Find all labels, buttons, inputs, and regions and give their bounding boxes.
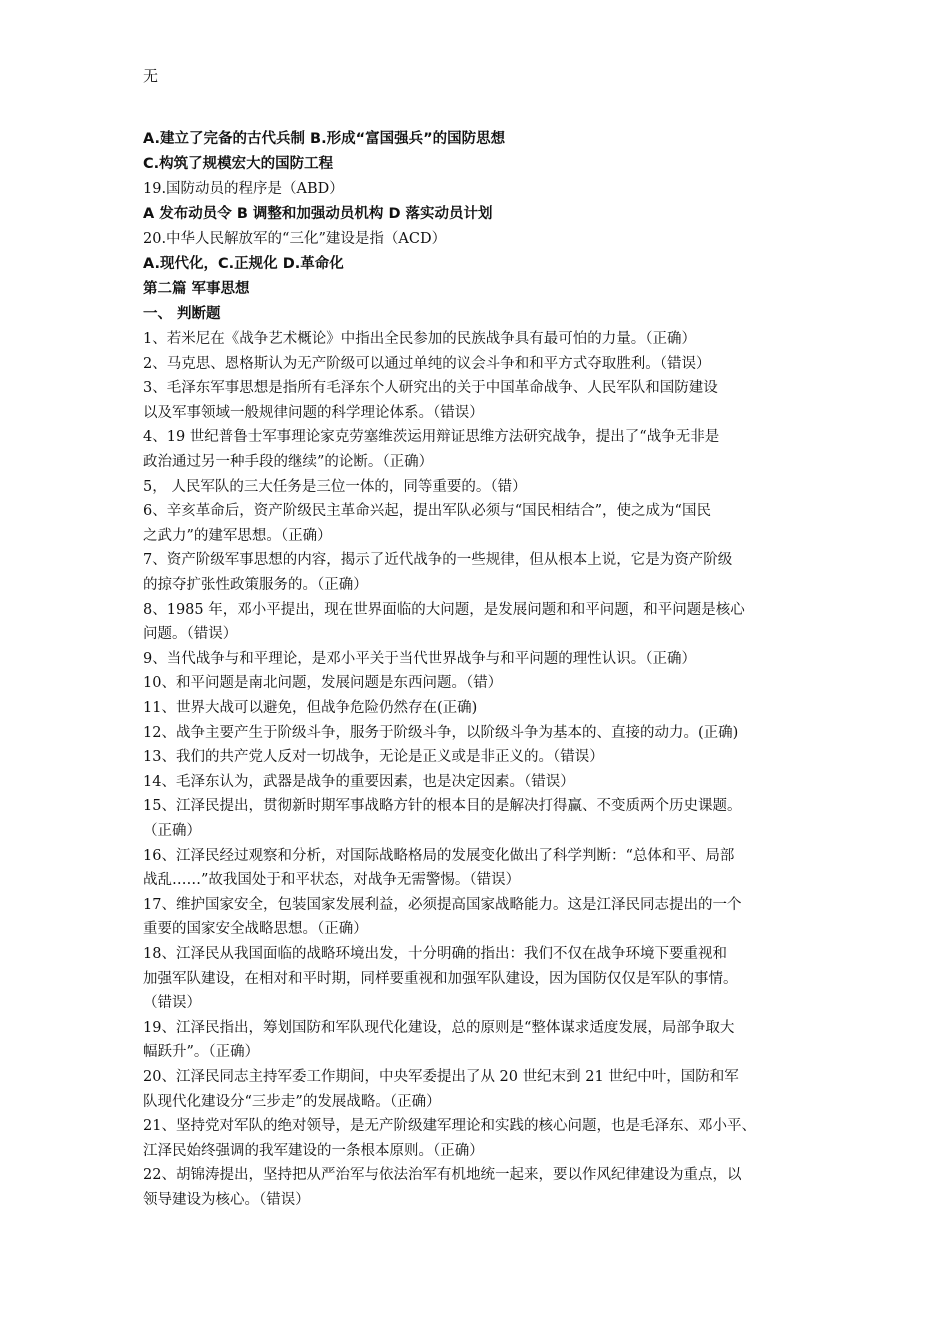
subsection-title: 一、 判断题 [143, 306, 221, 322]
text-line: 加强军队建设，在相对和平时期，同样要重视和加强军队建设，因为国防仅仅是军队的事情。 [143, 970, 738, 987]
text-line: 6、辛亥革命后，资产阶级民主革命兴起，提出军队必须与“国民相结合”，使之成为“国民 [143, 503, 711, 520]
text-line: 16、江泽民经过观察和分析，对国际战略格局的发展变化做出了科学判断：“总体和平、局部 [143, 847, 735, 864]
text-line: 1、若米尼在《战争艺术概论》中指出全民参加的民族战争具有最可怕的力量。（正确） [143, 331, 696, 347]
text-line: 22、胡锦涛提出，坚持把从严治军与依法治军有机地统一起来，要以作风纪律建设为重点，以 [143, 1167, 742, 1184]
text-line: 的掠夺扩张性政策服务的。（正确） [143, 577, 368, 593]
text-line: 11、世界大战可以避免，但战争危险仍然存在(正确) [143, 700, 478, 716]
text-line: 4、19 世纪普鲁士军事理论家克劳塞维茨运用辩证思维方法研究战争，提出了“战争无非是 [143, 429, 720, 446]
text-line: 17、维护国家安全，包装国家发展利益，必须提高国家战略能力。这是江泽民同志提出的一个 [143, 896, 742, 913]
option-line-18a: A.建立了完备的古代兵制 B.形成“富国强兵”的国防思想 [143, 131, 506, 147]
text-line: 14、毛泽东认为，武器是战争的重要因素，也是决定因素。（错误） [143, 773, 575, 790]
options-20: A.现代化，C.正规化 D.革命化 [143, 256, 344, 272]
text-line: 战乱……”故我国处于和平状态，对战争无需警惕。（错误） [143, 872, 521, 889]
text-line: 幅跃升”。（正确） [143, 1044, 260, 1061]
section-title: 第二篇 军事思想 [143, 281, 250, 297]
text-line: 政治通过另一种手段的继续”的论断。（正确） [143, 454, 434, 470]
question-20: 20.中华人民解放军的“三化”建设是指（ACD） [143, 231, 447, 247]
text-line: 12、战争主要产生于阶级斗争，服务于阶级斗争，以阶级斗争为基本的、直接的动力。(正确) [143, 724, 739, 741]
question-19: 19.国防动员的程序是（ABD） [143, 181, 344, 197]
text-line: 18、江泽民从我国面临的战略环境出发，十分明确的指出：我们不仅在战争环境下要重视和 [143, 946, 727, 962]
text-line: 13、我们的共产党人反对一切战争，无论是正义或是非正义的。（错误） [143, 749, 604, 766]
options-19: A 发布动员令 B 调整和加强动员机构 D 落实动员计划 [143, 206, 493, 222]
text-line: 重要的国家安全战略思想。（正确） [143, 921, 368, 938]
option-line-18b: C.构筑了规模宏大的国防工程 [143, 156, 334, 172]
text-line: 9、当代战争与和平理论，是邓小平关于当代世界战争与和平问题的理性认识。（正确） [143, 650, 696, 667]
text-line: 之武力”的建军思想。（正确） [143, 527, 332, 544]
text-line: 7、资产阶级军事思想的内容，揭示了近代战争的一些规律，但从根本上说，它是为资产阶级 [143, 552, 733, 569]
text-line: 以及军事领域一般规律问题的科学理论体系。（错误） [143, 404, 484, 421]
text-line: 20、江泽民同志主持军委工作期间，中央军委提出了从 20 世纪末到 21 世纪中叶，国防和军 [143, 1069, 739, 1085]
text-line: 10、和平问题是南北问题，发展问题是东西问题。（错） [143, 675, 503, 692]
text-line: 问题。（错误） [143, 626, 238, 643]
text-line: （错误） [143, 995, 201, 1012]
text-line: 3、毛泽东军事思想是指所有毛泽东个人研究出的关于中国革命战争、人民军队和国防建设 [143, 380, 718, 397]
text-line: 队现代化建设分“三步走”的发展战略。（正确） [143, 1093, 441, 1110]
top-text: 无 [143, 67, 159, 85]
text-line: 江泽民始终强调的我军建设的一条根本原则。（正确） [143, 1142, 484, 1159]
text-line: 2、马克思、恩格斯认为无产阶级可以通过单纯的议会斗争和和平方式夺取胜利。（错误） [143, 355, 711, 372]
text-line: 19、江泽民指出，筹划国防和军队现代化建设，总的原则是“整体谋求适度发展，局部争取大 [143, 1019, 735, 1036]
text-line: （正确） [143, 823, 201, 839]
text-line: 21、坚持党对军队的绝对领导，是无产阶级建军理论和实践的核心问题，也是毛泽东、邓小平、 [143, 1118, 756, 1135]
text-line: 15、江泽民提出，贯彻新时期军事战略方针的根本目的是解决打得赢、不变质两个历史课题。 [143, 798, 742, 815]
text-line: 8、1985 年，邓小平提出，现在世界面临的大问题，是发展问题和和平问题，和平问题是核心 [143, 601, 745, 618]
text-line: 5， 人民军队的三大任务是三位一体的，同等重要的。（错） [143, 478, 527, 495]
text-line: 领导建设为核心。（错误） [143, 1192, 310, 1208]
